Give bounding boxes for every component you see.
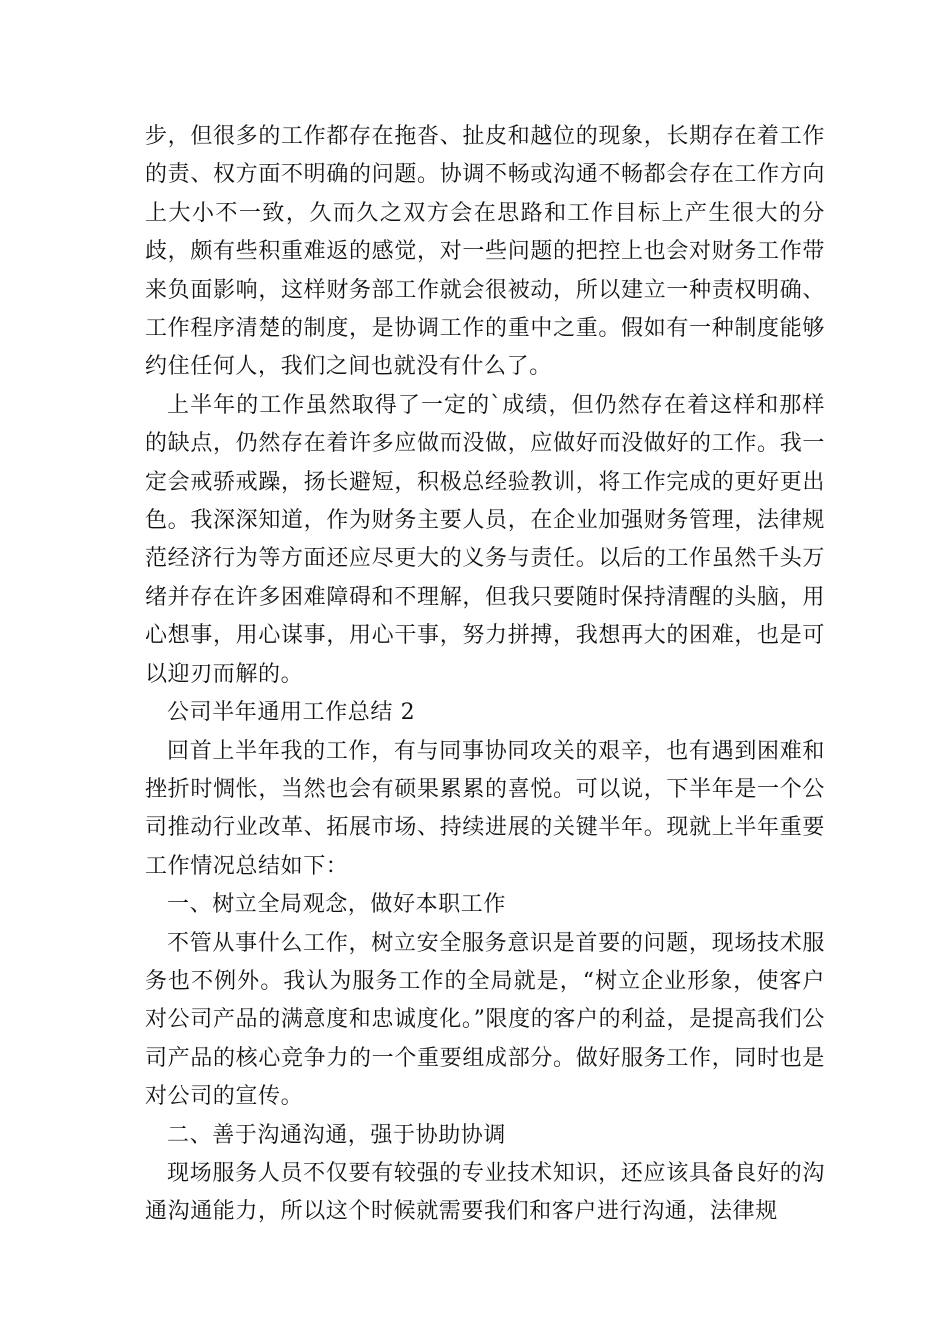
subheading-overall-view: 一、树立全局观念，做好本职工作: [167, 892, 507, 918]
section-title: 公司半年通用工作总结 2: [167, 700, 416, 726]
paragraph-review: 回首上半年我的工作，有与同事协同攻关的艰辛，也有遇到困难和挫折时惆怅，当然也会有硕果累累的喜悦。可以说，下半年是一个公司推动行业改革、拓展市场、持续进展的关键半年。现就上半年重要工作情况总结如下：: [145, 738, 825, 879]
paragraph-continuation: 步，但很多的工作都存在拖沓、扯皮和越位的现象，长期存在着工作的责、权方面不明确的问题。协调不畅或沟通不畅都会存在工作方向上大小不一致，久而久之双方会在思路和工作目标上产生很大的分歧，颇有些积重难返的感觉，对一些问题的把控上也会对财务工作带来负面影响，这样财务部工作就会很被动，所以建立一种责权明确、工作程序清楚的制度，是协调工作的重中之重。假如有一种制度能够约住任何人，我们之间也就没有什么了。: [145, 124, 825, 380]
subheading-communication: 二、善于沟通沟通，强于协助协调: [167, 1122, 507, 1148]
paragraph-achievements: 上半年的工作虽然取得了一定的`成绩，但仍然存在着这样和那样的缺点，仍然存在着许多应做而没做，应做好而没做好的工作。我一定会戒骄戒躁，扬长避短，积极总经验教训，将工作完成的更好更出色。我深深知道，作为财务主要人员，在企业加强财务管理，法律规范经济行为等方面还应尽更大的义务与责任。以后的工作虽然千头万绪并存在许多困难障碍和不理解，但我只要随时保持清醒的头脑，用心想事，用心谋事，用心干事，努力拼搏，我想再大的困难，也是可以迎刃而解的。: [145, 392, 825, 687]
document-body: [145, 118, 825, 1232]
paragraph-service-awareness: 不管从事什么工作，树立安全服务意识是首要的问题，现场技术服务也不例外。我认为服务工作的全局就是，“树立企业形象，使客户对公司产品的满意度和忠诚度化。”限度的客户的利益，是提高我们公司产品的核心竞争力的一个重要组成部分。做好服务工作，同时也是对公司的宣传。: [145, 930, 825, 1110]
paragraph-communication: 现场服务人员不仅要有较强的专业技术知识，还应该具备良好的沟通沟通能力，所以这个时候就需要我们和客户进行沟通，法律规: [145, 1160, 825, 1225]
